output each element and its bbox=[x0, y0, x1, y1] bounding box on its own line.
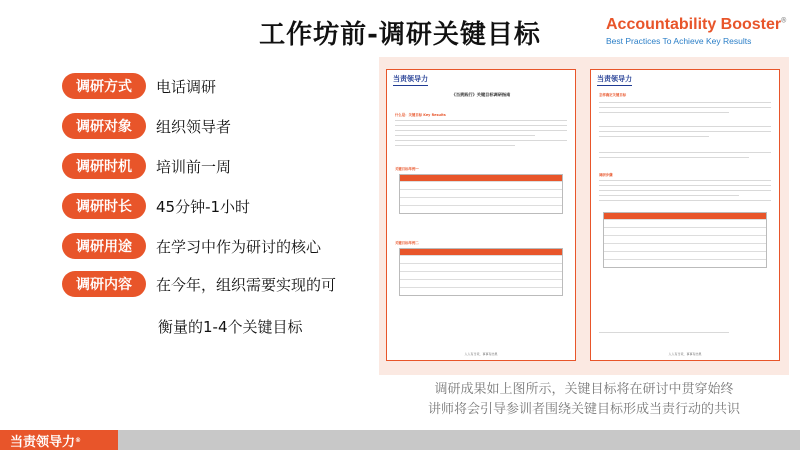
item-value: 在学习中作为研讨的核心 bbox=[156, 237, 322, 256]
text-line bbox=[599, 112, 729, 113]
item-row bbox=[62, 112, 232, 140]
item-row bbox=[62, 232, 322, 260]
text-line bbox=[599, 136, 709, 137]
document-title: 《当责践行》关键目标调研指南 bbox=[451, 92, 511, 97]
item-label-pill: 调研用途 bbox=[62, 233, 146, 259]
document-table bbox=[399, 174, 563, 214]
item-row bbox=[62, 72, 217, 100]
brand-name: Accountability Booster® bbox=[606, 16, 787, 33]
item-value: 电话调研 bbox=[156, 77, 217, 96]
text-line bbox=[395, 130, 567, 131]
document-footer: 人人有当责，事事有结果 bbox=[668, 352, 702, 356]
item-value-continued: 衡量的1-4个关键目标 bbox=[158, 318, 303, 336]
document-heading: 怎样确定关键目标 bbox=[599, 93, 627, 97]
text-line bbox=[599, 102, 771, 103]
item-label-pill: 调研时机 bbox=[62, 153, 146, 179]
document-heading: 关键目标举例二 bbox=[395, 241, 419, 245]
footer-bar bbox=[0, 430, 800, 450]
document-heading: 关键目标举例一 bbox=[395, 167, 419, 171]
document-footer: 人人有当责，事事有结果 bbox=[464, 352, 498, 356]
text-line bbox=[599, 200, 771, 201]
document-page-right bbox=[590, 69, 780, 361]
text-line bbox=[599, 157, 749, 158]
text-line bbox=[395, 135, 535, 136]
item-row bbox=[62, 192, 251, 220]
text-line bbox=[599, 195, 739, 196]
item-value: 45分钟-1小时 bbox=[156, 197, 251, 216]
survey-document-preview bbox=[379, 57, 789, 375]
item-value: 组织领导者 bbox=[156, 117, 232, 136]
page-title: 工作坊前-调研关键目标 bbox=[259, 20, 541, 50]
item-row bbox=[62, 270, 337, 298]
text-line bbox=[599, 185, 771, 186]
text-line bbox=[395, 125, 567, 126]
text-line bbox=[599, 152, 771, 153]
text-line bbox=[395, 120, 567, 121]
document-heading: 什么是：关键目标 Key Results bbox=[395, 113, 446, 117]
text-line bbox=[395, 145, 515, 146]
text-line bbox=[599, 190, 771, 191]
document-table bbox=[603, 212, 767, 268]
document-heading: 调研步骤 bbox=[599, 173, 613, 177]
item-label-pill: 调研对象 bbox=[62, 113, 146, 139]
item-label-pill: 调研时长 bbox=[62, 193, 146, 219]
document-logo: 当责领导力 bbox=[597, 74, 632, 86]
text-line bbox=[599, 180, 771, 181]
text-line bbox=[599, 131, 771, 132]
text-line bbox=[599, 332, 729, 333]
document-table bbox=[399, 248, 563, 296]
item-label-pill: 调研内容 bbox=[62, 271, 146, 297]
item-value: 在今年，组织需要实现的可 bbox=[156, 275, 337, 294]
item-row bbox=[62, 152, 232, 180]
text-line bbox=[599, 126, 771, 127]
document-page-left bbox=[386, 69, 576, 361]
item-label-pill: 调研方式 bbox=[62, 73, 146, 99]
caption-line: 调研成果如上图所示，关键目标将在研讨中贯穿始终 bbox=[434, 382, 734, 397]
brand-tagline: Best Practices To Achieve Key Results bbox=[606, 36, 752, 46]
text-line bbox=[599, 107, 771, 108]
document-logo: 当责领导力 bbox=[393, 74, 428, 86]
caption-line: 讲师将会引导参训者围绕关键目标形成当责行动的共识 bbox=[427, 402, 740, 417]
item-value: 培训前一周 bbox=[156, 157, 232, 176]
text-line bbox=[395, 140, 567, 141]
footer-logo: 当责领导力 ® bbox=[0, 430, 118, 450]
brand-logo bbox=[606, 16, 790, 46]
